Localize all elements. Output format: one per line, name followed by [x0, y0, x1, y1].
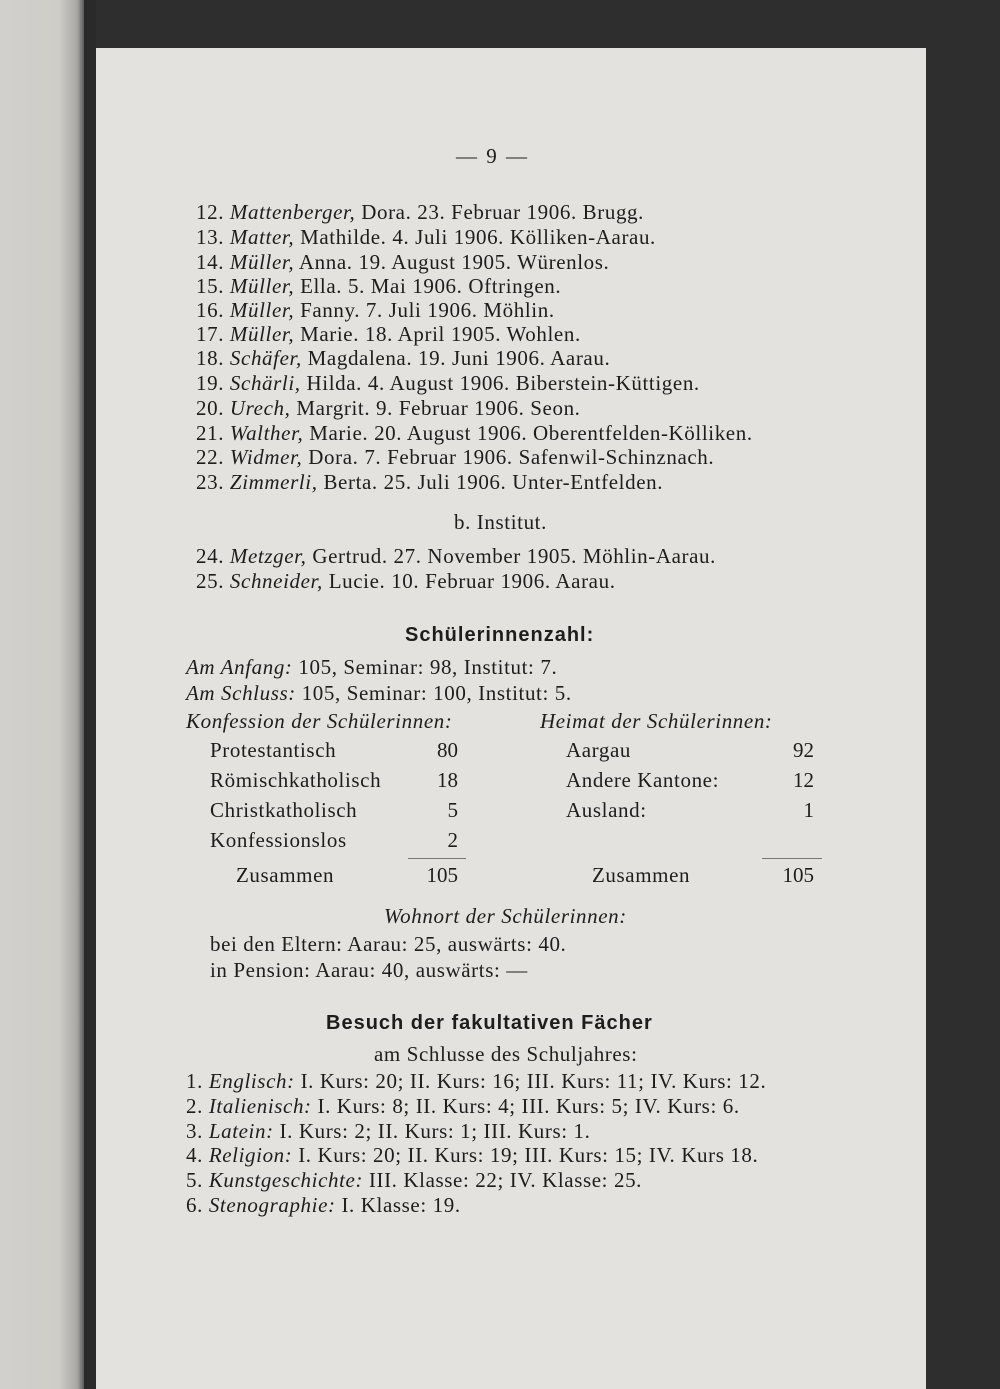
course-counts: I. Kurs: 8; II. Kurs: 4; III. Kurs: 5; IV. Kurs: 6.: [317, 1094, 740, 1118]
confession-title: Konfession der Schülerinnen:: [186, 709, 453, 733]
sum-rule: [762, 858, 822, 859]
surname: Müller,: [229, 250, 295, 274]
heimat-total: 105: [782, 863, 814, 887]
institut-heading: b. Institut.: [454, 510, 547, 534]
details: Ella. 5. Mai 1906. Oftringen.: [300, 274, 562, 298]
surname: Matter,: [229, 225, 295, 249]
confession-value: 2: [447, 828, 458, 852]
faecher-subheading: am Schlusse des Schuljahres:: [374, 1042, 638, 1066]
surname: Zimmerli,: [229, 470, 318, 494]
list-item: [186, 1119, 590, 1143]
list-item: [196, 298, 555, 322]
count-value: 105, Seminar: 98, Institut: 7.: [298, 655, 558, 679]
details: Marie. 20. August 1906. Oberentfelden-Kölliken.: [309, 421, 753, 445]
item-number: 16.: [196, 298, 225, 322]
item-number: 4.: [186, 1143, 203, 1167]
list-item: [196, 225, 656, 249]
details: Fanny. 7. Juli 1906. Möhlin.: [300, 298, 555, 322]
item-number: 15.: [196, 274, 225, 298]
item-number: 13.: [196, 225, 225, 249]
details: Mathilde. 4. Juli 1906. Kölliken-Aarau.: [300, 225, 656, 249]
surname: Mattenberger,: [229, 200, 356, 224]
list-item: [196, 371, 700, 395]
item-number: 21.: [196, 421, 225, 445]
item-number: 18.: [196, 346, 225, 370]
item-number: 6.: [186, 1193, 203, 1217]
sum-rule: [408, 858, 466, 859]
count-line-end: [186, 681, 572, 705]
details: Gertrud. 27. November 1905. Möhlin-Aarau.: [312, 544, 717, 568]
details: Marie. 18. April 1905. Wohlen.: [300, 322, 581, 346]
list-item: [186, 1069, 766, 1093]
list-item: [186, 1168, 642, 1192]
heimat-value: 1: [803, 798, 814, 822]
subject: Latein:: [208, 1119, 274, 1143]
details: Dora. 23. Februar 1906. Brugg.: [361, 200, 644, 224]
surname: Schneider,: [229, 569, 323, 593]
heimat-value: 92: [793, 738, 814, 762]
heimat-total-label: Zusammen: [592, 863, 691, 887]
surname: Müller,: [229, 274, 295, 298]
page-number: — 9 —: [456, 144, 529, 168]
course-counts: III. Klasse: 22; IV. Klasse: 25.: [368, 1168, 643, 1192]
page: [96, 48, 926, 1389]
item-number: 25.: [196, 569, 225, 593]
item-number: 23.: [196, 470, 225, 494]
heimat-label: Ausland:: [566, 798, 647, 822]
list-item: [196, 250, 609, 274]
list-item: [186, 1143, 758, 1167]
confession-label: Protestantisch: [210, 738, 337, 762]
details: Margrit. 9. Februar 1906. Seon.: [296, 396, 581, 420]
list-item: [196, 569, 616, 593]
book-gutter: [84, 0, 96, 1389]
count-value: 105, Seminar: 100, Institut: 5.: [301, 681, 572, 705]
confession-value: 5: [447, 798, 458, 822]
wohnort-title: Wohnort der Schülerinnen:: [384, 904, 627, 928]
subject: Stenographie:: [208, 1193, 336, 1217]
surname: Walther,: [229, 421, 304, 445]
wohnort-line: bei den Eltern: Aarau: 25, auswärts: 40.: [210, 932, 567, 956]
item-number: 24.: [196, 544, 225, 568]
list-item: [196, 396, 581, 420]
list-item: [196, 445, 714, 469]
list-item: [196, 544, 716, 568]
details: Anna. 19. August 1905. Würenlos.: [298, 250, 610, 274]
list-item: [196, 470, 663, 494]
surname: Metzger,: [229, 544, 307, 568]
surname: Schärli,: [229, 371, 301, 395]
count-label: Am Schluss:: [186, 681, 296, 705]
confession-label: Christkatholisch: [210, 798, 358, 822]
list-item: [196, 200, 644, 224]
item-number: 3.: [186, 1119, 203, 1143]
confession-label: Konfessionslos: [210, 828, 347, 852]
subject: Italienisch:: [208, 1094, 312, 1118]
count-label: Am Anfang:: [186, 655, 293, 679]
confession-label: Römischkatholisch: [210, 768, 382, 792]
list-item: [196, 274, 561, 298]
faecher-heading: Besuch der fakultativen Fächer: [326, 1012, 653, 1034]
surname: Müller,: [229, 322, 295, 346]
course-counts: I. Klasse: 19.: [341, 1193, 461, 1217]
list-item: [186, 1094, 740, 1118]
surname: Urech,: [229, 396, 291, 420]
details: Lucie. 10. Februar 1906. Aarau.: [328, 569, 616, 593]
item-number: 20.: [196, 396, 225, 420]
item-number: 5.: [186, 1168, 203, 1192]
item-number: 14.: [196, 250, 225, 274]
course-counts: I. Kurs: 2; II. Kurs: 1; III. Kurs: 1.: [279, 1119, 591, 1143]
list-item: [186, 1193, 461, 1217]
course-counts: I. Kurs: 20; II. Kurs: 19; III. Kurs: 15; IV. Kurs 18.: [298, 1143, 759, 1167]
confession-total-label: Zusammen: [236, 863, 335, 887]
heimat-title: Heimat der Schülerinnen:: [540, 709, 773, 733]
heimat-label: Aargau: [566, 738, 632, 762]
subject: Kunstgeschichte:: [208, 1168, 364, 1192]
confession-total: 105: [426, 863, 458, 887]
list-item: [196, 421, 753, 445]
item-number: 12.: [196, 200, 225, 224]
item-number: 19.: [196, 371, 225, 395]
list-item: [196, 322, 581, 346]
details: Magdalena. 19. Juni 1906. Aarau.: [307, 346, 611, 370]
heimat-value: 12: [793, 768, 814, 792]
details: Hilda. 4. August 1906. Biberstein-Küttigen.: [306, 371, 700, 395]
details: Berta. 25. Juli 1906. Unter-Entfelden.: [323, 470, 664, 494]
wohnort-line: in Pension: Aarau: 40, auswärts: —: [210, 958, 528, 982]
surname: Müller,: [229, 298, 295, 322]
count-heading: Schülerinnenzahl:: [405, 624, 595, 646]
confession-value: 18: [437, 768, 458, 792]
subject: Religion:: [208, 1143, 293, 1167]
item-number: 2.: [186, 1094, 203, 1118]
item-number: 22.: [196, 445, 225, 469]
item-number: 1.: [186, 1069, 203, 1093]
course-counts: I. Kurs: 20; II. Kurs: 16; III. Kurs: 11; IV. Kurs: 12.: [300, 1069, 767, 1093]
details: Dora. 7. Februar 1906. Safenwil-Schinznach.: [308, 445, 715, 469]
subject: Englisch:: [208, 1069, 295, 1093]
confession-value: 80: [437, 738, 458, 762]
heimat-label: Andere Kantone:: [566, 768, 720, 792]
count-line-start: [186, 655, 557, 679]
surname: Schäfer,: [229, 346, 302, 370]
list-item: [196, 346, 610, 370]
left-page-edge: [0, 0, 84, 1389]
item-number: 17.: [196, 322, 225, 346]
surname: Widmer,: [229, 445, 303, 469]
